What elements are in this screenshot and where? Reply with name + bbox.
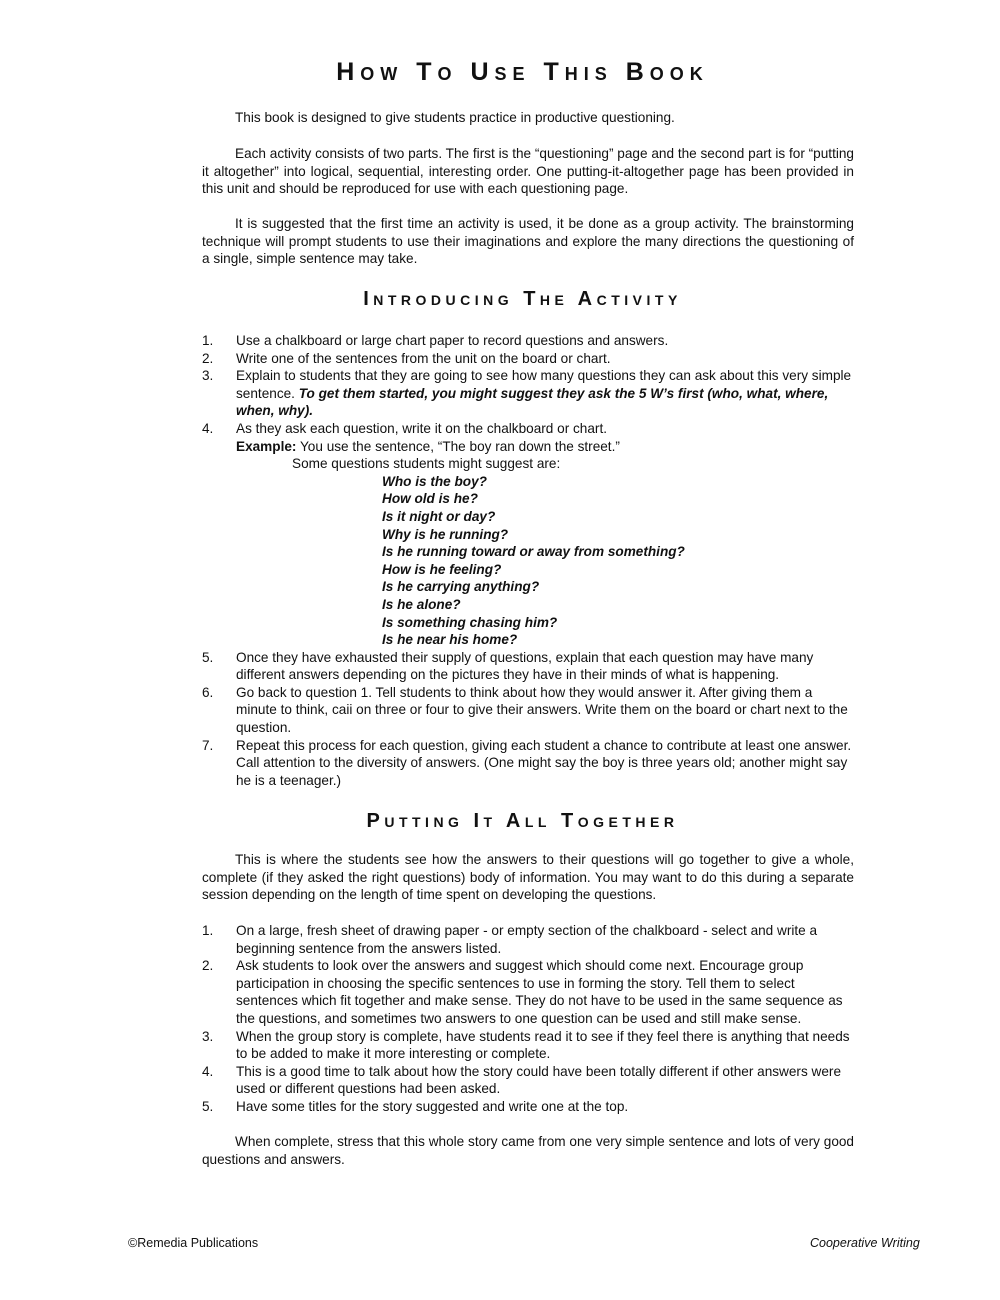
section-heading-putting-together: Putting It All Together [366,810,679,832]
page-title: How To Use This Book [336,58,709,86]
list-item: 4. As they ask each question, write it on the chalkboard or chart. Example: You use the sentence, “The boy ran down the street.” Some questions students might suggest are: Who is the boy? How old is he? Is it night or day? Why is he running? Is he running toward or away from something? How is he feeling? Is he carrying anything? Is he alone? Is something chasing him? Is he near his home? [202,420,854,649]
step-text: Have some titles for the story suggested and write one at the top. [236,1098,629,1114]
question-item: Why is he running? [382,526,509,542]
list-item: 5. Have some titles for the story suggested and write one at the top. [202,1098,629,1114]
question-item: Is he alone? [382,596,461,612]
list-item: 5. Once they have exhausted their supply of questions, explain that each question may have many different answers depending on the pictures they have in their minds of what is happening. [202,649,814,683]
closing-paragraph: When complete, stress that this whole story came from one very simple sentence and lots of very good questions and answers. [202,1134,854,1167]
list-item: 1. On a large, fresh sheet of drawing paper - or empty section of the chalkboard - select and write a beginning sentence from the answers listed. [202,923,818,956]
step-text: When the group story is complete, have students read it to see if they feel there is anything that needs to be added to make it more interesting or complete. [236,1028,850,1062]
intro-paragraph-2: Each activity consists of two parts. The first is the “questioning” page and the second part is for “putting it altogether” into logical, sequential, interesting order. One putting-it-altogether page has been provided in this unit and should be reproduced for use with each questioning page. [202,146,854,197]
putting-together-intro: This is where the students see how the answers to their questions will go together to give a whole, complete (if they asked the right questions) body of information. You may want to do this during a separate session depending on the length of time spent on developing the questions. [202,852,854,903]
list-item: 7. Repeat this process for each question, giving each student a chance to contribute at least one answer. Call attention to the diversity of answers. (One might say the boy is three years old; another might say he is a teenager.) [202,737,852,788]
question-item: How old is he? [382,491,478,507]
step-text: Explain to students that they are going to see how many questions they can ask about this very simple sentence. [236,368,852,401]
step-text: Go back to question 1. Tell students to think about how they would answer it. After giving them a minute to think, caii on three or four to give their answers. Write them on the board or chart next to the question. [236,684,848,736]
step-text: Write one of the sentences from the unit on the board or chart. [236,350,611,366]
step-text: On a large, fresh sheet of drawing paper - or empty section of the chalkboard - select and write a beginning sentence from the answers listed. [236,923,818,956]
step-text: Ask students to look over the answers and suggest which should come next. Encourage group participation in choosing the specific sentences to use in forming the story. Tell them to select sentences which fit together and make sense. They do not have to be used in the same sequence as the questions, and sometimes two answers to one question can be used and still make sense. [236,958,843,1026]
question-item: Is he carrying anything? [382,579,540,595]
question-item: How is he feeling? [382,561,502,577]
question-item: Is it night or day? [382,508,496,524]
list-item: 3. When the group story is complete, have students read it to see if they feel there is anything that needs to be added to make it more interesting or complete. [202,1028,850,1062]
introducing-steps-list [202,332,854,789]
example-intro: Some questions students might suggest are: [292,456,561,472]
footer-book-title: Cooperative Writing [810,1236,920,1250]
step-text: Repeat this process for each question, giving each student a chance to contribute at least one answer. Call attention to the diversity of answers. (One might say the boy is three years old; another might say he is a teenager.) [236,737,852,788]
list-item: 2. Write one of the sentences from the unit on the board or chart. [202,350,611,366]
step-emphasis: To get them started, you might suggest they ask the 5 W’s first (who, what, where, when, why). [236,385,829,419]
question-item: Is something chasing him? [382,614,558,630]
step-text: Use a chalkboard or large chart paper to record questions and answers. [236,333,669,348]
list-item: 2. Ask students to look over the answers and suggest which should come next. Encourage group participation in choosing the specific sentences to use in forming the story. Tell them to select sentences which fit together and make sense. They do not have to be used in the same sequence as the questions, and sometimes two answers to one question can be used and still make sense. [202,958,843,1026]
step-text: As they ask each question, write it on the chalkboard or chart. [236,420,608,436]
question-item: Who is the boy? [382,473,487,489]
intro-paragraph-3: It is suggested that the first time an activity is used, it be done as a group activity. The brainstorming technique will prompt students to use their imaginations and explore the many directions the questioning of a single, simple sentence may take. [202,216,854,267]
footer-publisher: ©Remedia Publications [128,1236,259,1250]
intro-paragraph-1: This book is designed to give students practice in productive questioning. [235,110,675,125]
question-item: Is he near his home? [382,632,518,648]
step-text: Once they have exhausted their supply of questions, explain that each question may have many different answers depending on the pictures they have in their minds of what is happening. [236,649,814,683]
list-item: 1. Use a chalkboard or large chart paper to record questions and answers. [202,333,669,348]
step-text: This is a good time to talk about how the story could have been totally different if other answers were used or different questions had been asked. [236,1063,842,1097]
example-line [236,438,854,456]
list-item: 4. This is a good time to talk about how the story could have been totally different if other answers were used or different questions had been asked. [202,1063,842,1097]
list-item: 3. Explain to students that they are going to see how many questions they can ask about this very simple sentence. To get them started, you might suggest they ask the 5 W’s first (who, what, where, when, why). [202,368,852,419]
example-label: Example: [236,438,297,454]
example-questions-list [236,473,854,649]
list-item: 6. Go back to question 1. Tell students to think about how they would answer it. After giving them a minute to think, caii on three or four to give their answers. Write them on the board or chart next to the question. [202,684,848,736]
example-text: You use the sentence, “The boy ran down the street.” [299,438,620,454]
section-heading-introducing: Introducing The Activity [363,288,682,310]
question-item: Is he running toward or away from something? [382,544,685,560]
putting-together-steps-list [202,922,854,1116]
